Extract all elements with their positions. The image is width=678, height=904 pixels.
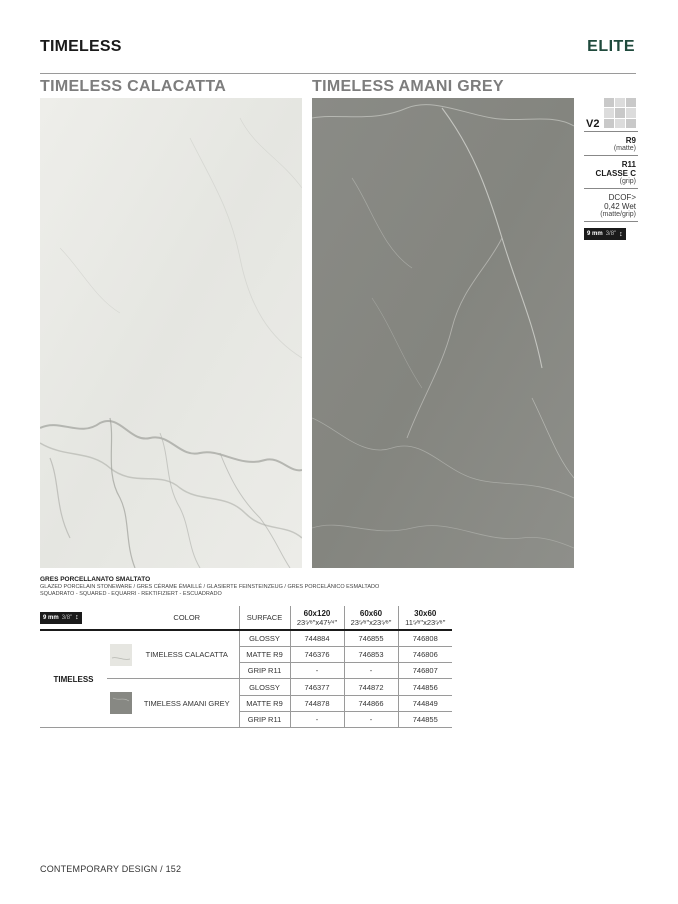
material-description bbox=[40, 576, 440, 598]
surface-cell: GLOSSY bbox=[239, 630, 290, 646]
code-cell: 744866 bbox=[344, 695, 398, 711]
size-main: 60x120 bbox=[303, 608, 331, 618]
slip-rating-r9 bbox=[584, 132, 638, 156]
r9-sub: (matte) bbox=[613, 145, 636, 152]
series-name: TIMELESS bbox=[40, 630, 107, 728]
code-cell: - bbox=[290, 711, 344, 727]
col-header-size-1 bbox=[290, 606, 344, 630]
col-header-surface: SURFACE bbox=[239, 606, 290, 630]
marble-grey-texture bbox=[312, 98, 574, 568]
size-main: 30x60 bbox=[414, 608, 437, 618]
code-cell: - bbox=[290, 663, 344, 679]
code-cell: - bbox=[344, 663, 398, 679]
size-inch: 11⁵⁄⁸"x23⁵⁄⁸" bbox=[405, 617, 446, 627]
shade-variation-label: V2 bbox=[586, 118, 600, 130]
surface-cell: GLOSSY bbox=[239, 679, 290, 695]
table-row bbox=[40, 630, 452, 646]
col-header-size-3 bbox=[398, 606, 452, 630]
dcof-line1: DCOF> bbox=[608, 193, 636, 202]
product-code-table bbox=[40, 606, 452, 728]
amani-grey-swatch-chip bbox=[110, 692, 132, 714]
page-brand-title: TIMELESS bbox=[40, 38, 122, 55]
technical-specs-column bbox=[584, 98, 638, 240]
thickness-badge bbox=[584, 228, 626, 240]
dcof-sub: (matte/grip) bbox=[600, 211, 636, 218]
color-name: TIMELESS AMANI GREY bbox=[135, 679, 239, 728]
table-thickness-badge bbox=[40, 612, 82, 624]
code-cell: 744884 bbox=[290, 630, 344, 646]
code-cell: 744849 bbox=[398, 695, 452, 711]
surface-cell: GRIP R11 bbox=[239, 711, 290, 727]
r11-class-label: CLASSE C bbox=[595, 169, 636, 178]
code-cell: 746808 bbox=[398, 630, 452, 646]
code-cell: - bbox=[344, 711, 398, 727]
calacatta-swatch-chip bbox=[110, 644, 132, 666]
header-divider bbox=[40, 73, 636, 74]
table-thickness-mm: 9 mm bbox=[43, 614, 59, 621]
thickness-arrow-icon: ↕ bbox=[619, 230, 623, 238]
page-footer: CONTEMPORARY DESIGN / 152 bbox=[40, 864, 182, 874]
slip-rating-r11 bbox=[584, 156, 638, 189]
r11-label: R11 bbox=[621, 160, 636, 169]
r11-sub: (grip) bbox=[619, 178, 636, 185]
code-cell: 744856 bbox=[398, 679, 452, 695]
swatch-title-calacatta: TIMELESS CALACATTA bbox=[40, 78, 227, 95]
surface-cell: MATTE R9 bbox=[239, 695, 290, 711]
dcof-line2: 0,42 Wet bbox=[604, 202, 636, 211]
col-header-color: COLOR bbox=[135, 606, 239, 630]
code-cell: 744855 bbox=[398, 711, 452, 727]
size-inch: 23⁵⁄⁸"x23⁵⁄⁸" bbox=[350, 617, 392, 627]
code-cell: 746806 bbox=[398, 646, 452, 662]
thickness-inch: 3/8" bbox=[605, 231, 617, 237]
code-cell: 746853 bbox=[344, 646, 398, 662]
collection-line-label: ELITE bbox=[587, 38, 635, 55]
size-main: 60x60 bbox=[359, 608, 383, 618]
color-name: TIMELESS CALACATTA bbox=[135, 630, 239, 679]
material-translations: GLAZED PORCELAIN STONEWARE / GRES CÉRAME ÉMAILLÉ / GLASIERTE FEINSTEINZEUG / GRES PORCELÁNICO ESMALTADO bbox=[40, 584, 380, 590]
code-cell: 746855 bbox=[344, 630, 398, 646]
col-header-size-2 bbox=[344, 606, 398, 630]
shade-variation-badge bbox=[584, 98, 638, 132]
thickness-mm: 9 mm bbox=[587, 231, 603, 237]
surface-cell: MATTE R9 bbox=[239, 646, 290, 662]
r9-label: R9 bbox=[625, 136, 636, 145]
size-inch: 23⁵⁄⁸"x47¹⁄⁴" bbox=[296, 617, 338, 627]
code-cell: 746377 bbox=[290, 679, 344, 695]
code-cell: 746807 bbox=[398, 663, 452, 679]
swatch-title-amani-grey: TIMELESS AMANI GREY bbox=[312, 78, 504, 95]
code-cell: 744872 bbox=[344, 679, 398, 695]
material-edge-type: SQUADRATO - SQUARED - EQUARRI - REKTIFIZIERT - ESCUADRADO bbox=[40, 591, 222, 597]
table-header-row bbox=[40, 606, 452, 630]
code-cell: 744878 bbox=[290, 695, 344, 711]
surface-cell: GRIP R11 bbox=[239, 663, 290, 679]
table-thickness-arrow-icon: ↕ bbox=[75, 614, 79, 621]
material-title: GRES PORCELLANATO SMALTATO bbox=[40, 576, 151, 583]
code-cell: 746376 bbox=[290, 646, 344, 662]
marble-white-texture bbox=[40, 98, 302, 568]
dcof-rating bbox=[584, 189, 638, 222]
shade-variation-icon bbox=[604, 98, 636, 128]
table-thickness-inch: 3/8" bbox=[61, 614, 73, 621]
